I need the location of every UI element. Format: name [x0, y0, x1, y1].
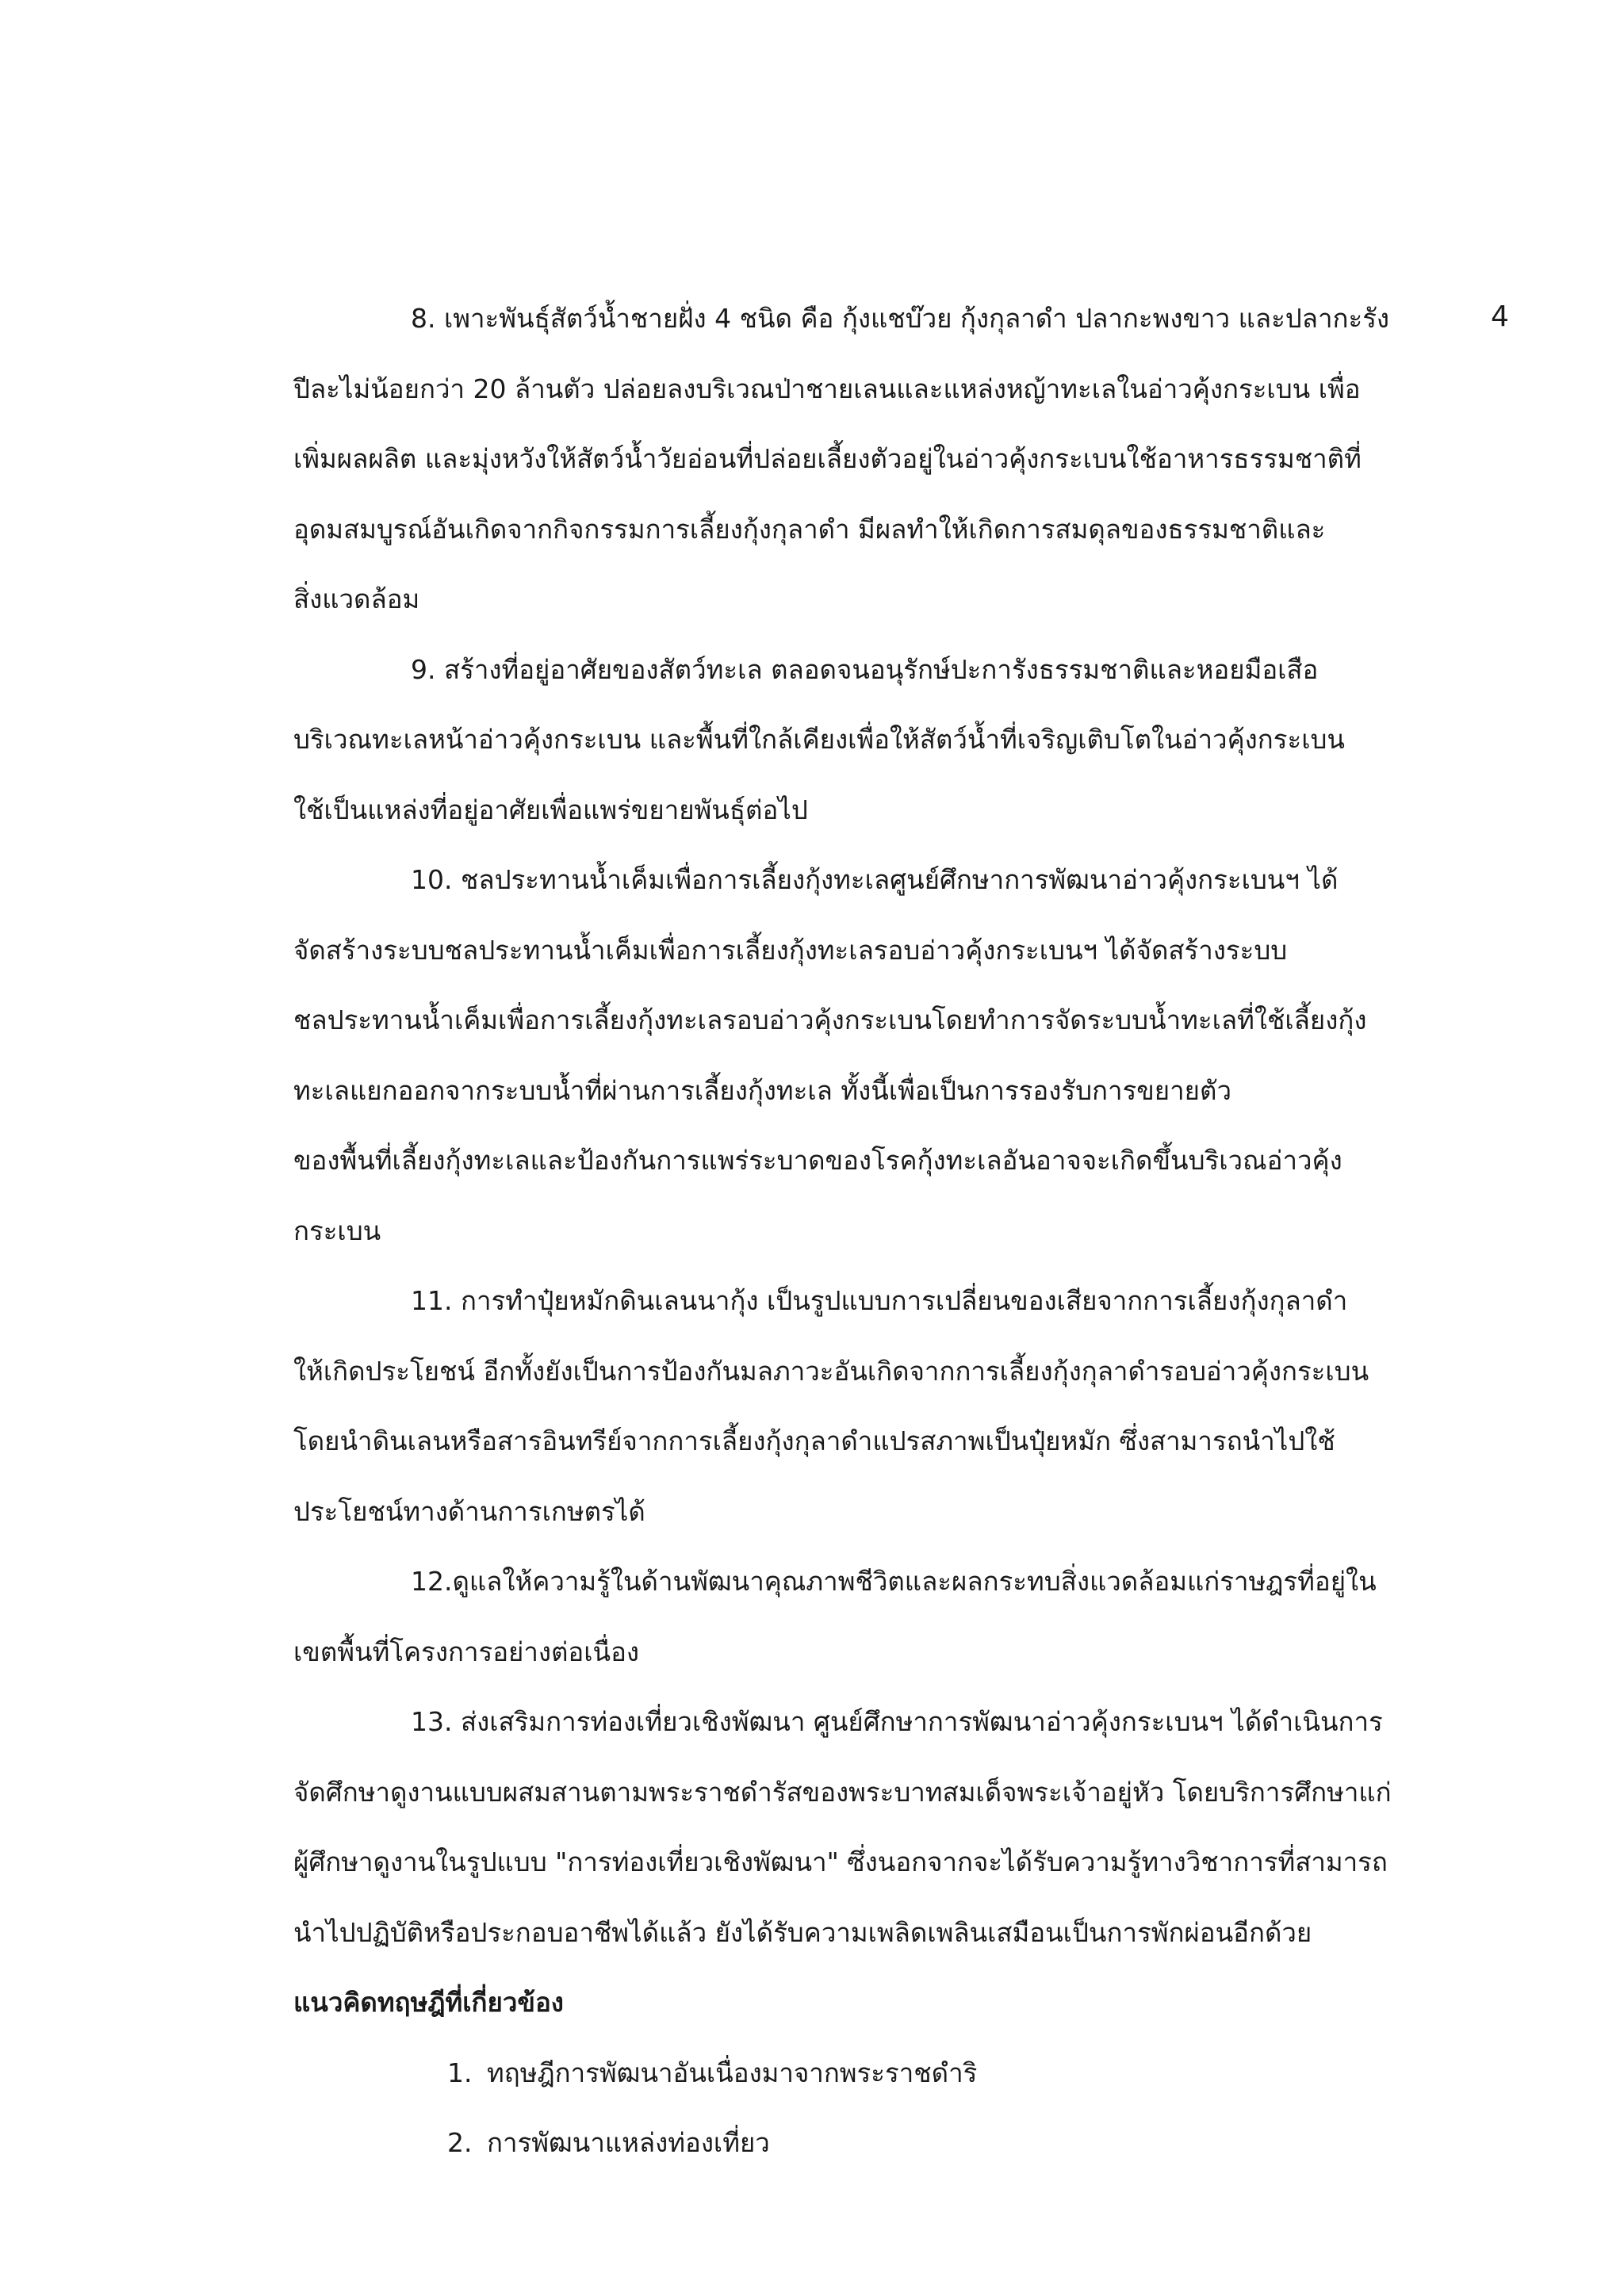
paragraph-8-line-4: อุดมสมบูรณ์อันเกิดจากกิจกรรมการเลี้ยงกุ้งกุลาดำ มีผลทำให้เกิดการสมดุลของธรรมชาติและ — [293, 513, 1326, 545]
document-body — [293, 295, 1411, 2190]
paragraph-8-line-3: เพิ่มผลผลิต และมุ่งหวังให้สัตว์น้ำวัยอ่อนที่ปล่อยเลี้ยงตัวอยู่ในอ่าวคุ้งกระเบนใช้อาหารธรรมชาติที่ — [293, 443, 1362, 474]
paragraph-13-line-2: จัดศึกษาดูงานแบบผสมสานตามพระราชดำรัสของพระบาทสมเด็จพระเจ้าอยู่หัว โดยบริการศึกษาแก่ — [293, 1776, 1392, 1808]
paragraph-10-line-3: ชลประทานน้ำเค็มเพื่อการเลี้ยงกุ้งทะเลรอบอ่าวคุ้งกระเบนโดยทำการจัดระบบน้ำทะเลที่ใช้เลี้ยงกุ้ง — [293, 1004, 1367, 1035]
list-item-1 — [293, 2049, 1411, 2120]
paragraph-8-line-5: สิ่งแวดล้อม — [293, 584, 420, 614]
list-item-2 — [293, 2119, 1411, 2190]
list-item-number: 1. — [447, 2057, 473, 2088]
list-item-text: ทฤษฎีการพัฒนาอันเนื่องมาจากพระราชดำริ — [487, 2057, 978, 2088]
paragraph-9-line-3: ใช้เป็นแหล่งที่อยู่อาศัยเพื่อแพร่ขยายพันธุ์ต่อไป — [293, 794, 808, 825]
paragraph-12-line-2: เขตพื้นที่โครงการอย่างต่อเนื่อง — [293, 1636, 640, 1667]
page-number: 4 — [1491, 300, 1509, 333]
paragraph-10-line-6: กระเบน — [293, 1215, 381, 1246]
paragraph-11-line-2: ให้เกิดประโยชน์ อีกทั้งยังเป็นการป้องกันมลภาวะอันเกิดจากการเลี้ยงกุ้งกุลาดำรอบอ่าวคุ้งกระเบน — [293, 1355, 1369, 1387]
paragraph-11-line-4: ประโยชน์ทางด้านการเกษตรได้ — [293, 1495, 645, 1527]
paragraph-10-line-2: จัดสร้างระบบชลประทานน้ำเค็มเพื่อการเลี้ยงกุ้งทะเลรอบอ่าวคุ้งกระเบนฯ ได้จัดสร้างระบบ — [293, 934, 1288, 966]
paragraph-13-line-1: 13. ส่งเสริมการท่องเที่ยวเชิงพัฒนา ศูนย์ศึกษาการพัฒนาอ่าวคุ้งกระเบนฯ ได้ดำเนินการ — [411, 1706, 1383, 1737]
list-item-text: การพัฒนาแหล่งท่องเที่ยว — [487, 2127, 770, 2158]
list-item-number: 2. — [447, 2127, 473, 2158]
paragraph-8-line-2: ปีละไม่น้อยกว่า 20 ล้านตัว ปล่อยลงบริเวณป่าชายเลนและแหล่งหญ้าทะเลในอ่าวคุ้งกระเบน เพื่อ — [293, 373, 1361, 404]
paragraph-10-line-1: 10. ชลประทานน้ำเค็มเพื่อการเลี้ยงกุ้งทะเลศูนย์ศึกษาการพัฒนาอ่าวคุ้งกระเบนฯ ได้ — [411, 864, 1339, 895]
paragraph-9-line-1: 9. สร้างที่อยู่อาศัยของสัตว์ทะเล ตลอดจนอนุรักษ์ปะการังธรรมชาติและหอยมือเสือ — [411, 653, 1319, 685]
paragraph-8-line-1: 8. เพาะพันธุ์สัตว์น้ำชายฝั่ง 4 ชนิด คือ กุ้งแชบ๊วย กุ้งกุลาดำ ปลากะพงขาว และปลากะรัง — [411, 303, 1390, 334]
paragraph-12-line-1: 12.ดูแลให้ความรู้ในด้านพัฒนาคุณภาพชีวิตและผลกระทบสิ่งแวดล้อมแก่ราษฎรที่อยู่ใน — [411, 1566, 1377, 1597]
paragraph-13-line-4: นำไปปฏิบัติหรือประกอบอาชีพได้แล้ว ยังได้รับความเพลิดเพลินเสมือนเป็นการพักผ่อนอีกด้วย — [293, 1916, 1312, 1948]
paragraph-9-line-2: บริเวณทะเลหน้าอ่าวคุ้งกระเบน และพื้นที่ใกล้เคียงเพื่อให้สัตว์น้ำที่เจริญเติบโตในอ่าวคุ้งกระเบน — [293, 724, 1345, 755]
section-heading: แนวคิดทฤษฎีที่เกี่ยวข้อง — [293, 1987, 564, 2018]
paragraph-10-line-4: ทะเลแยกออกจากระบบน้ำที่ผ่านการเลี้ยงกุ้งทะเล ทั้งนี้เพื่อเป็นการรองรับการขยายตัว — [293, 1074, 1231, 1106]
paragraph-13-line-3: ผู้ศึกษาดูงานในรูปแบบ "การท่องเที่ยวเชิงพัฒนา" ซึ่งนอกจากจะได้รับความรู้ทางวิชาการที่สามารถ — [293, 1846, 1388, 1877]
paragraph-11-line-1: 11. การทำปุ๋ยหมักดินเลนนากุ้ง เป็นรูปแบบการเปลี่ยนของเสียจากการเลี้ยงกุ้งกุลาดำ — [411, 1285, 1348, 1316]
paragraph-11-line-3: โดยนำดินเลนหรือสารอินทรีย์จากการเลี้ยงกุ้งกุลาดำแปรสภาพเป็นปุ๋ยหมัก ซึ่งสามารถนำไปใช้ — [293, 1425, 1335, 1456]
paragraph-10-line-5: ของพื้นที่เลี้ยงกุ้งทะเลและป้องกันการแพร่ระบาดของโรคกุ้งทะเลอันอาจจะเกิดขึ้นบริเวณอ่าวคุ้ง — [293, 1145, 1342, 1176]
